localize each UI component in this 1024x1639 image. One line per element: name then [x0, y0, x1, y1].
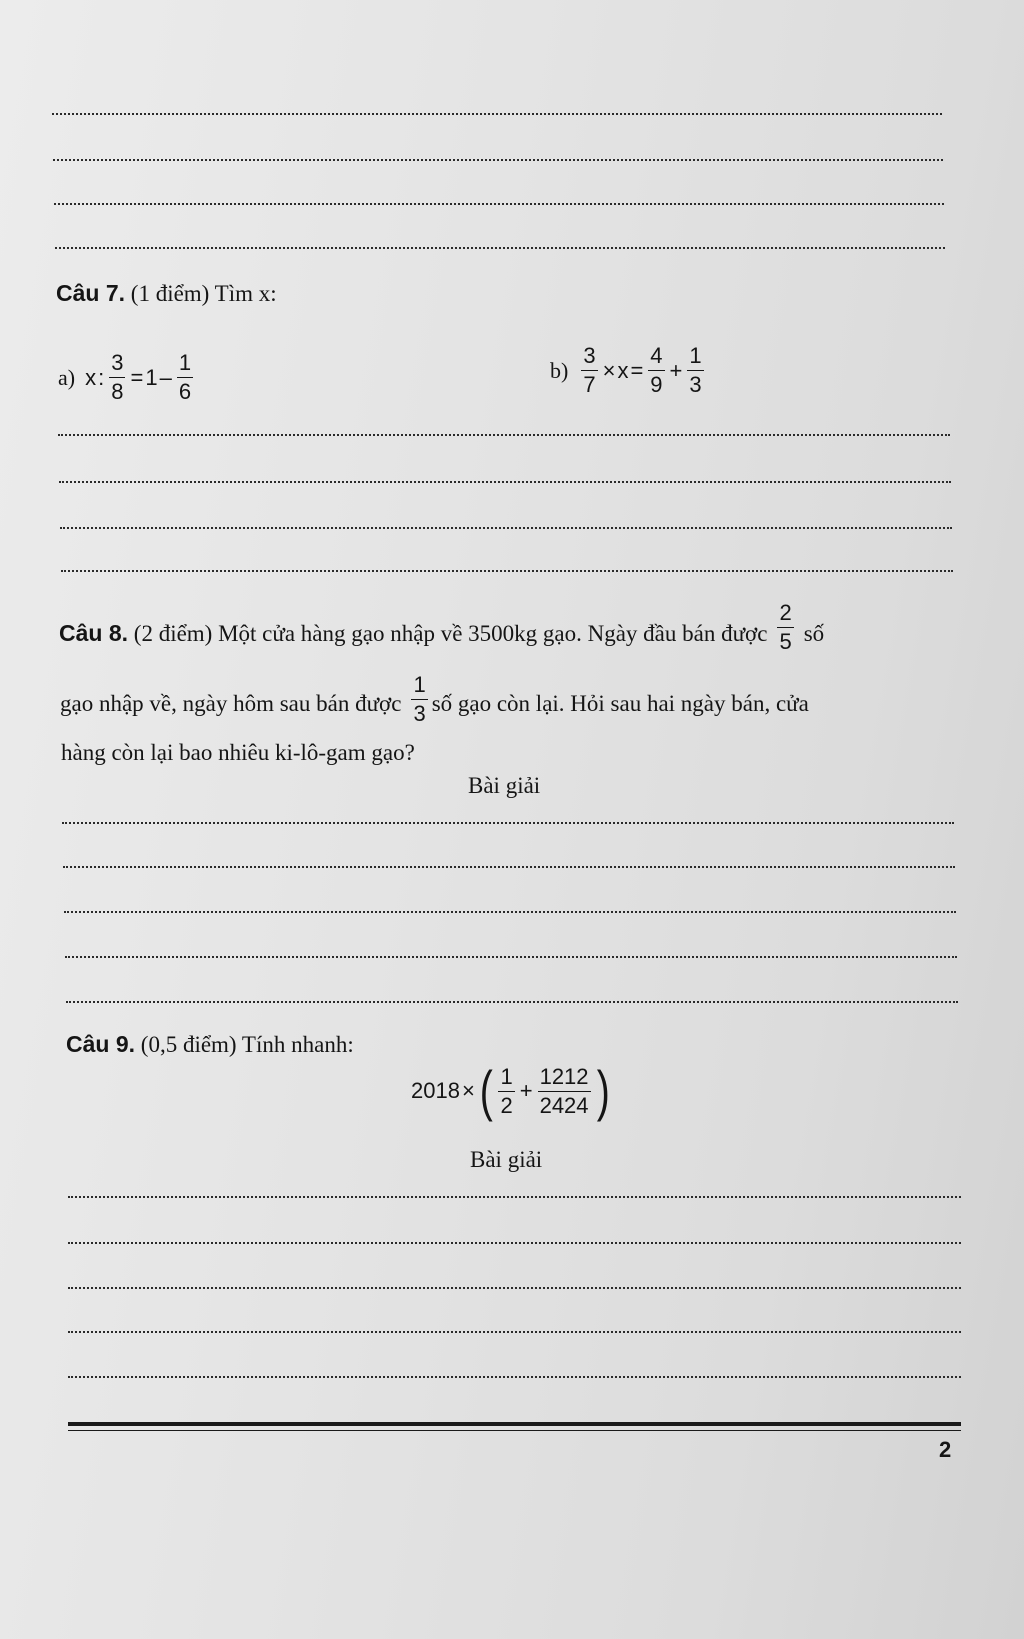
solution-heading: Bài giải — [470, 1147, 543, 1172]
answer-line — [68, 1196, 961, 1198]
answer-line — [62, 822, 954, 824]
fraction-3-7 — [581, 345, 597, 396]
answer-line — [54, 203, 944, 205]
question-7b-equation — [550, 345, 707, 396]
question-8-text-2-end: số gạo còn lại. Hỏi sau hai ngày bán, cửa — [431, 690, 809, 716]
question-8-text-2: gạo nhập về, ngày hôm sau bán được — [60, 690, 402, 716]
minus-sign: – — [159, 364, 172, 390]
answer-line — [61, 570, 953, 572]
answer-line — [58, 434, 950, 436]
denominator: 3 — [689, 372, 702, 397]
variable-x: x — [85, 364, 97, 390]
number-one: 1 — [145, 364, 158, 390]
answer-line — [59, 481, 951, 483]
answer-line — [52, 113, 942, 115]
numerator: 1212 — [538, 1066, 591, 1092]
fraction-4-9 — [648, 345, 664, 396]
answer-line — [64, 911, 956, 913]
plus-sign: + — [669, 357, 683, 383]
denominator: 8 — [111, 379, 124, 404]
question-7a-equation — [58, 352, 196, 403]
fraction-1212-2424 — [538, 1063, 591, 1118]
question-9-label: Câu 9. — [66, 1031, 136, 1057]
fraction-1-2 — [498, 1063, 514, 1118]
fraction-1-6 — [177, 352, 193, 403]
part-a-label: a) — [58, 364, 76, 390]
fraction-3-8 — [109, 352, 125, 403]
denominator: 2 — [500, 1092, 513, 1118]
answer-line — [60, 527, 952, 529]
footer-rule-thick — [68, 1422, 961, 1426]
question-9-expression — [411, 1059, 612, 1122]
denominator: 5 — [779, 629, 792, 654]
numerator: 2 — [777, 602, 793, 628]
open-paren: ( — [479, 1059, 493, 1122]
times-sign: × — [602, 357, 616, 383]
variable-x: x — [617, 357, 629, 383]
footer-rule-thin — [68, 1430, 961, 1431]
fraction-2-5 — [777, 602, 793, 653]
question-8-text-1-end: số — [803, 620, 825, 646]
question-8-line-3 — [61, 740, 415, 766]
question-8-label: Câu 8. — [59, 620, 129, 646]
question-9-points: (0,5 điểm) Tính nhanh: — [135, 1032, 354, 1057]
equals-sign: = — [630, 357, 644, 383]
numerator: 1 — [411, 674, 427, 700]
denominator: 6 — [178, 379, 192, 404]
answer-line — [66, 1001, 958, 1003]
denominator: 3 — [413, 701, 426, 726]
question-7-title — [56, 280, 277, 307]
question-8-line-2 — [60, 672, 809, 729]
close-paren: ) — [596, 1059, 610, 1122]
page-number: 2 — [939, 1437, 952, 1462]
numerator: 1 — [687, 345, 703, 371]
denominator: 2424 — [539, 1092, 589, 1118]
question-9-title — [66, 1031, 354, 1058]
answer-line — [65, 956, 957, 958]
numerator: 3 — [109, 352, 125, 378]
answer-line — [63, 866, 955, 868]
answer-line — [68, 1376, 961, 1378]
question-7-points: (1 điểm) Tìm x: — [125, 281, 277, 306]
plus-sign: + — [519, 1078, 533, 1103]
fraction-1-3 — [411, 674, 427, 725]
numerator: 4 — [648, 345, 664, 371]
answer-line — [53, 159, 943, 161]
answer-line — [68, 1331, 961, 1333]
denominator: 7 — [583, 372, 596, 397]
numerator: 1 — [177, 352, 193, 378]
solution-heading: Bài giải — [468, 773, 541, 798]
numerator: 3 — [581, 345, 597, 371]
divide-sign: : — [98, 364, 105, 390]
fraction-1-3 — [687, 345, 703, 396]
answer-line — [68, 1287, 961, 1289]
question-8-line-1 — [59, 600, 825, 659]
question-8-text-3: hàng còn lại bao nhiêu ki-lô-gam gạo? — [61, 740, 415, 765]
question-8-text-1: (2 điểm) Một cửa hàng gạo nhập về 3500kg gạo. Ngày đầu bán được — [128, 620, 768, 646]
numerator: 1 — [498, 1066, 514, 1092]
answer-line — [68, 1242, 961, 1244]
question-7-label: Câu 7. — [56, 280, 126, 306]
part-b-label: b) — [550, 357, 569, 383]
number-2018: 2018 — [411, 1078, 460, 1103]
denominator: 9 — [650, 372, 663, 397]
times-sign: × — [461, 1078, 475, 1103]
equals-sign: = — [130, 364, 144, 390]
answer-line — [55, 247, 945, 249]
